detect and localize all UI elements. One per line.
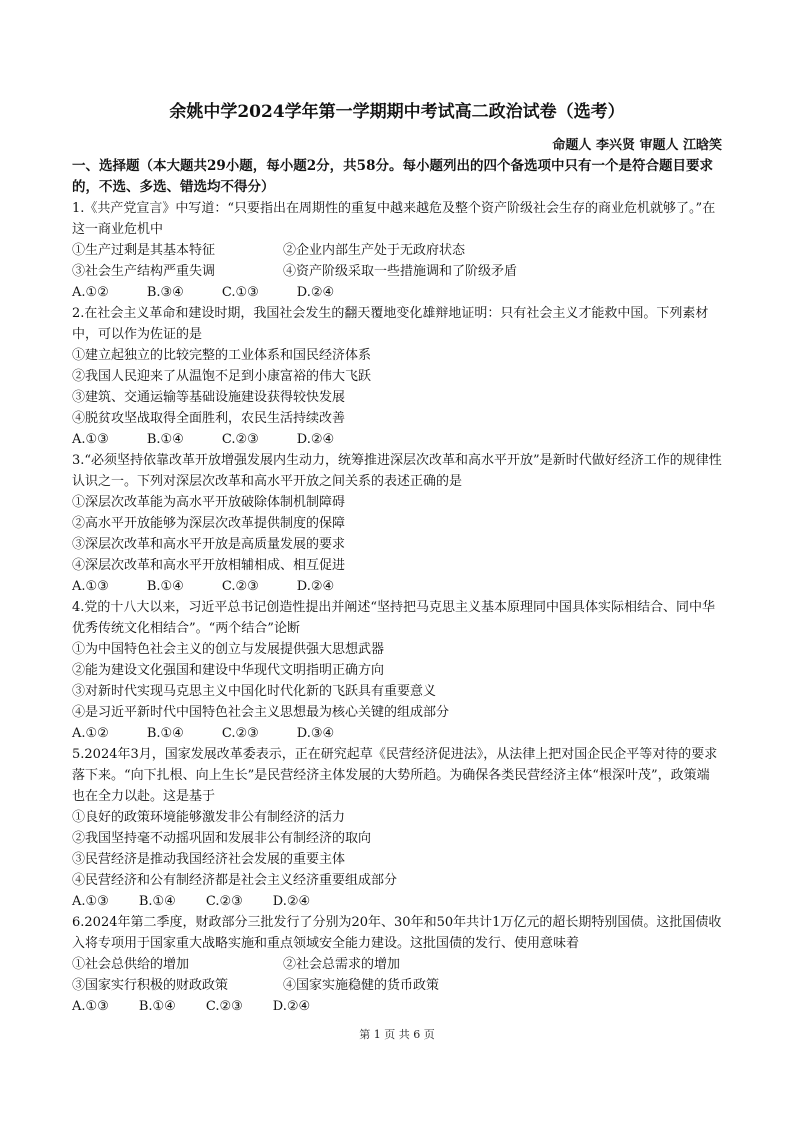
option-row: [72, 975, 722, 996]
answer-choices: [72, 282, 722, 303]
answer-choices: [72, 996, 722, 1017]
choice-c: C.②③: [205, 999, 243, 1014]
question-2: [72, 303, 722, 450]
answer-choices: [72, 576, 722, 597]
choice-b: B.①④: [138, 894, 176, 909]
section-heading: 一、选择题（本大题共29小题，每小题2分，共58分。每小题列出的四个备选项中只有一个是符合题目要求的，不选、多选、错选均不得分）: [72, 158, 713, 195]
choice-a: A.①③: [72, 432, 109, 447]
choice-c: C.②③: [221, 579, 259, 594]
choice-a: A.①②: [72, 726, 109, 741]
question-stem: 5.2024年3月，国家发展改革委表示，正在研究起草《民营经济促进法》，从法律上把对国企民企平等对待的要求落下来。“向下扎根、向上生长”是民营经济主体发展的大势所趋。为确保各类民营经济主体“根深叶茂”，政策端也在全力以赴。这是基于: [72, 747, 718, 804]
choice-b: B.①④: [146, 579, 184, 594]
option-row: [72, 261, 722, 282]
answer-choices: [72, 429, 722, 450]
choice-c: C.②③: [205, 894, 243, 909]
choice-d: D.②④: [272, 894, 311, 909]
option-1: ①良好的政策环境能够激发非公有制经济的活力: [72, 810, 346, 825]
choice-c: C.②③: [221, 432, 259, 447]
choice-b: B.③④: [146, 285, 184, 300]
option-3: ③深层次改革和高水平开放是高质量发展的要求: [72, 537, 346, 552]
question-6: [72, 912, 722, 1017]
option-row: [72, 954, 722, 975]
choice-a: A.①③: [72, 999, 109, 1014]
question-5: [72, 744, 722, 912]
question-1: [72, 198, 722, 303]
choice-d: D.②④: [272, 999, 311, 1014]
option-1: ①生产过剩是其基本特征: [72, 243, 216, 258]
question-stem: 6.2024年第二季度，财政部分三批发行了分别为20年、30年和50年共计1万亿元的超长期特别国债。这批国债收入将专项用于国家重大战略实施和重点领域安全能力建设。这批国债的发行、使用意味着: [72, 915, 722, 951]
question-stem: 2.在社会主义革命和建设时期，我国社会发生的翻天覆地变化雄辩地证明：只有社会主义才能救中国。下列素材中，可以作为佐证的是: [72, 306, 709, 342]
option-1: ①深层次改革能为高水平开放破除体制机制障碍: [72, 495, 346, 510]
option-4: ④国家实施稳健的货币政策: [283, 978, 440, 993]
answer-choices: [72, 891, 722, 912]
option-3: ③对新时代实现马克思主义中国化时代化新的飞跃具有重要意义: [72, 684, 437, 699]
choice-a: A.①③: [72, 579, 109, 594]
choice-d: D.②④: [296, 285, 335, 300]
option-4: ④深层次改革和高水平开放相辅相成、相互促进: [72, 558, 346, 573]
authors-line: 命题人 李兴贤 审题人 江晗笑: [552, 138, 722, 153]
option-4: ④资产阶级采取一些措施调和了阶级矛盾: [283, 264, 518, 279]
option-2: ②我国人民迎来了从温饱不足到小康富裕的伟大飞跃: [72, 369, 372, 384]
exam-page: [72, 100, 722, 1017]
option-2: ②能为建设文化强国和建设中华现代文明指明正确方向: [72, 663, 385, 678]
choice-c: C.①③: [221, 285, 259, 300]
choice-b: B.①④: [146, 726, 184, 741]
option-4: ④脱贫攻坚战取得全面胜利，农民生活持续改善: [72, 411, 346, 426]
choice-d: D.③④: [296, 726, 335, 741]
option-2: ②我国坚持毫不动摇巩固和发展非公有制经济的取向: [72, 831, 372, 846]
option-1: ①社会总供给的增加: [72, 957, 190, 972]
option-row: [72, 240, 722, 261]
question-3: [72, 450, 722, 597]
option-3: ③民营经济是推动我国经济社会发展的重要主体: [72, 852, 346, 867]
choice-a: A.①②: [72, 285, 109, 300]
option-4: ④民营经济和公有制经济都是社会主义经济重要组成部分: [72, 873, 398, 888]
option-2: ②社会总需求的增加: [283, 957, 401, 972]
question-stem: 3.“必须坚持依靠改革开放增强发展内生动力，统筹推进深层次改革和高水平开放”是新时代做好经济工作的规律性认识之一。下列对深层次改革和高水平开放之间关系的表述正确的是: [72, 453, 722, 489]
option-3: ③社会生产结构严重失调: [72, 264, 216, 279]
question-4: [72, 597, 722, 744]
question-stem: 1.《共产党宣言》中写道：“只要指出在周期性的重复中越来越危及整个资产阶级社会生存的商业危机就够了。”在这一商业危机中: [72, 201, 716, 237]
option-2: ②企业内部生产处于无政府状态: [283, 243, 466, 258]
question-stem: 4.党的十八大以来，习近平总书记创造性提出并阐述“坚持把马克思主义基本原理同中国具体实际相结合、同中华优秀传统文化相结合”。“两个结合”论断: [72, 600, 716, 636]
option-2: ②高水平开放能够为深层次改革提供制度的保障: [72, 516, 346, 531]
choice-b: B.①④: [138, 999, 176, 1014]
choice-d: D.②④: [296, 579, 335, 594]
choice-d: D.②④: [296, 432, 335, 447]
exam-title: 余姚中学2024学年第一学期期中考试高二政治试卷（选考）: [169, 102, 625, 122]
answer-choices: [72, 723, 722, 744]
option-3: ③建筑、交通运输等基础设施建设获得较快发展: [72, 390, 346, 405]
option-1: ①为中国特色社会主义的创立与发展提供强大思想武器: [72, 642, 385, 657]
page-footer: 第 1 页 共 6 页: [359, 1028, 435, 1041]
option-3: ③国家实行积极的财政政策: [72, 978, 229, 993]
option-4: ④是习近平新时代中国特色社会主义思想最为核心关键的组成部分: [72, 705, 450, 720]
choice-c: C.②③: [221, 726, 259, 741]
choice-b: B.①④: [146, 432, 184, 447]
choice-a: A.①③: [72, 894, 109, 909]
option-1: ①建立起独立的比较完整的工业体系和国民经济体系: [72, 348, 372, 363]
